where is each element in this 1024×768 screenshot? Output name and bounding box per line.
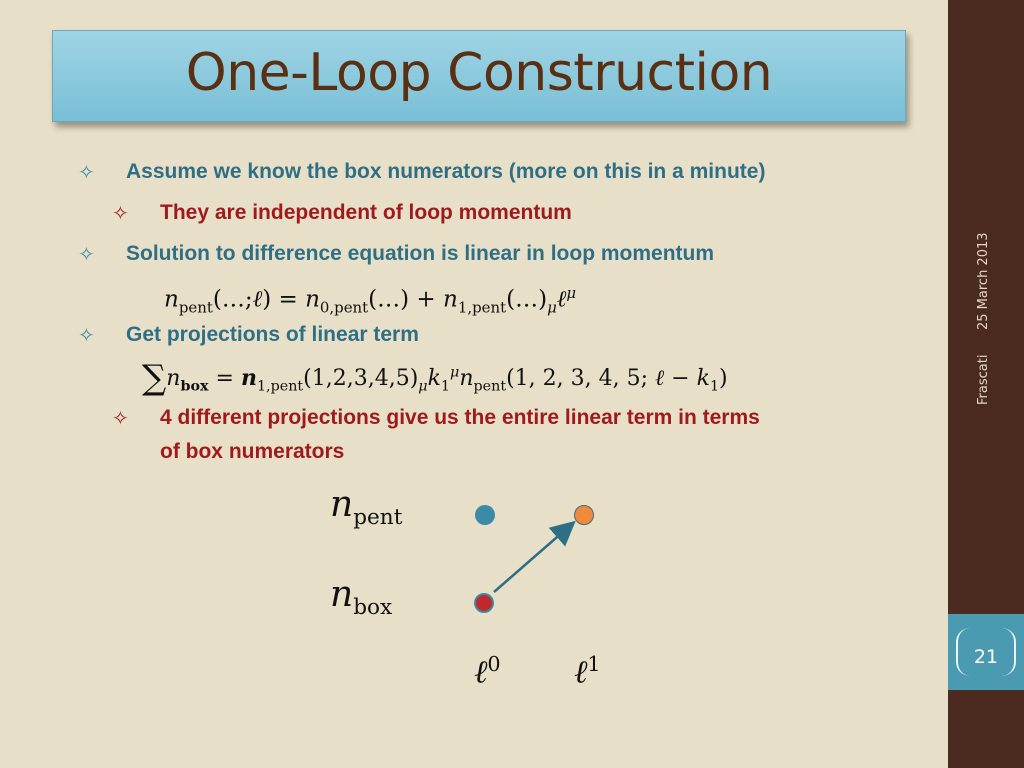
- page-number: 21: [973, 646, 999, 668]
- bullet-1: Assume we know the box numerators (more on this in a minute): [126, 160, 766, 183]
- label-l0: ℓ$^0$: [474, 652, 501, 691]
- date-label: 25 March 2013: [976, 232, 991, 330]
- bullet-3-sub-line1: 4 different projections give us the entire linear term in terms: [160, 406, 760, 429]
- bullet-2: Solution to difference equation is linear in loop momentum: [126, 242, 715, 265]
- label-n-pent: $n_{pent}$: [330, 484, 403, 531]
- place-label: Frascati: [976, 354, 991, 405]
- bullet-marker: ✧: [78, 160, 95, 184]
- bullet-3-sub-line2: of box numerators: [160, 440, 345, 463]
- bullet-marker: ✧: [112, 406, 129, 430]
- equation-projection: $\sum n_{box} = n_{1,pent}(1,2,3,4,5)_\mu k_1^\mu n_{pent}(1$, 2, 3, 4, 5; ℓ − $k_1$): [142, 358, 728, 398]
- bullet-marker: ✧: [78, 323, 95, 347]
- bullet-1-sub: They are independent of loop momentum: [160, 201, 572, 224]
- bullet-marker: ✧: [112, 201, 129, 225]
- equation-pentagon-linear: $n_{pent}(\dots;\ell)$ = $n_{0,pent}(\dots)$ + $n_{1,pent}(\dots)_\mu\ell^\mu$: [164, 284, 577, 317]
- bullet-marker: ✧: [78, 242, 95, 266]
- label-l1: ℓ$^1$: [574, 652, 601, 691]
- label-n-box: $n_{box}$: [330, 574, 393, 621]
- slide-title: One-Loop Construction: [185, 43, 773, 103]
- arrow-line: [494, 524, 572, 592]
- bullet-3: Get projections of linear term: [126, 323, 419, 346]
- page-number-band: [948, 614, 1024, 690]
